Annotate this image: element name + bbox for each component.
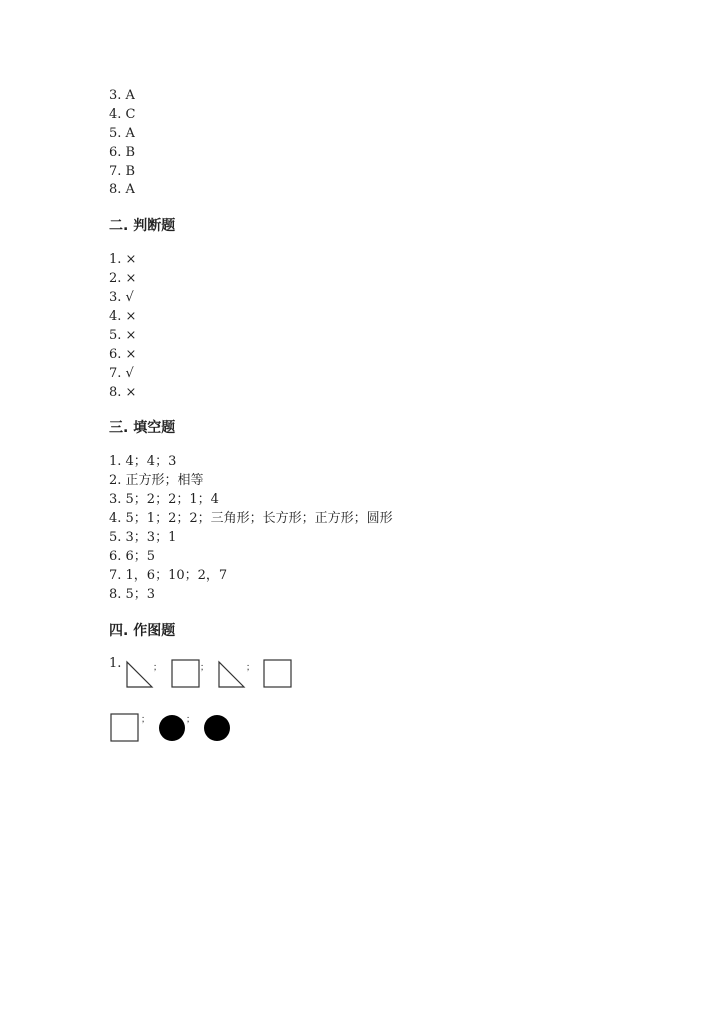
answer-line: 8. A [109,182,135,198]
answer-line: 3. √ [109,290,134,306]
separator: ； [200,662,210,673]
answer-line: 4. 5；1；2；2；三角形；长方形；正方形；圆形 [109,511,393,527]
shapes-figure [109,656,329,776]
answer-line: 4. × [109,309,137,325]
drawing-item-label: 1. [109,655,122,671]
section-4-heading: 四. 作图题 [109,622,176,639]
separator: ； [141,714,151,725]
square-shape [264,660,291,687]
section-3-heading: 三. 填空题 [109,420,176,437]
answer-line: 1. 4；4；3 [109,454,177,470]
answer-line: 5. A [109,125,135,141]
answer-line: 1. × [109,252,137,268]
answer-line: 8. 5；3 [109,586,156,602]
right-triangle-shape [219,662,244,687]
answer-line: 7. 1，6；10；2，7 [109,567,228,583]
answer-line: 5. × [109,327,137,343]
answer-line: 6. × [109,346,137,362]
section-1-choice-answers [109,87,669,200]
answer-line: 2. 正方形；相等 [109,473,204,489]
answer-column [109,87,669,776]
answer-line: 6. B [109,144,136,160]
answer-line: 3. A [109,88,135,103]
filled-circle-shape [204,715,230,741]
right-triangle-shape [127,662,152,687]
separator: ； [246,662,256,673]
section-3-fill-blank-answers [109,453,669,604]
answer-line: 6. 6；5 [109,548,156,564]
answer-line: 8. × [109,384,137,400]
square-shape [111,714,138,741]
answer-line: 2. × [109,271,137,287]
section-2-true-false-answers [109,251,669,402]
section-2-heading: 二. 判断题 [109,218,176,235]
filled-circle-shape [159,715,185,741]
separator: ； [186,714,196,725]
answer-line: 5. 3；3；1 [109,530,177,546]
square-shape [172,660,199,687]
answer-line: 4. C [109,106,136,122]
answer-line: 3. 5；2；2；1；4 [109,492,219,508]
drawing-answer [109,656,669,776]
separator: ； [153,662,163,673]
answer-line: 7. B [109,163,136,179]
answer-line: 7. √ [109,365,134,381]
